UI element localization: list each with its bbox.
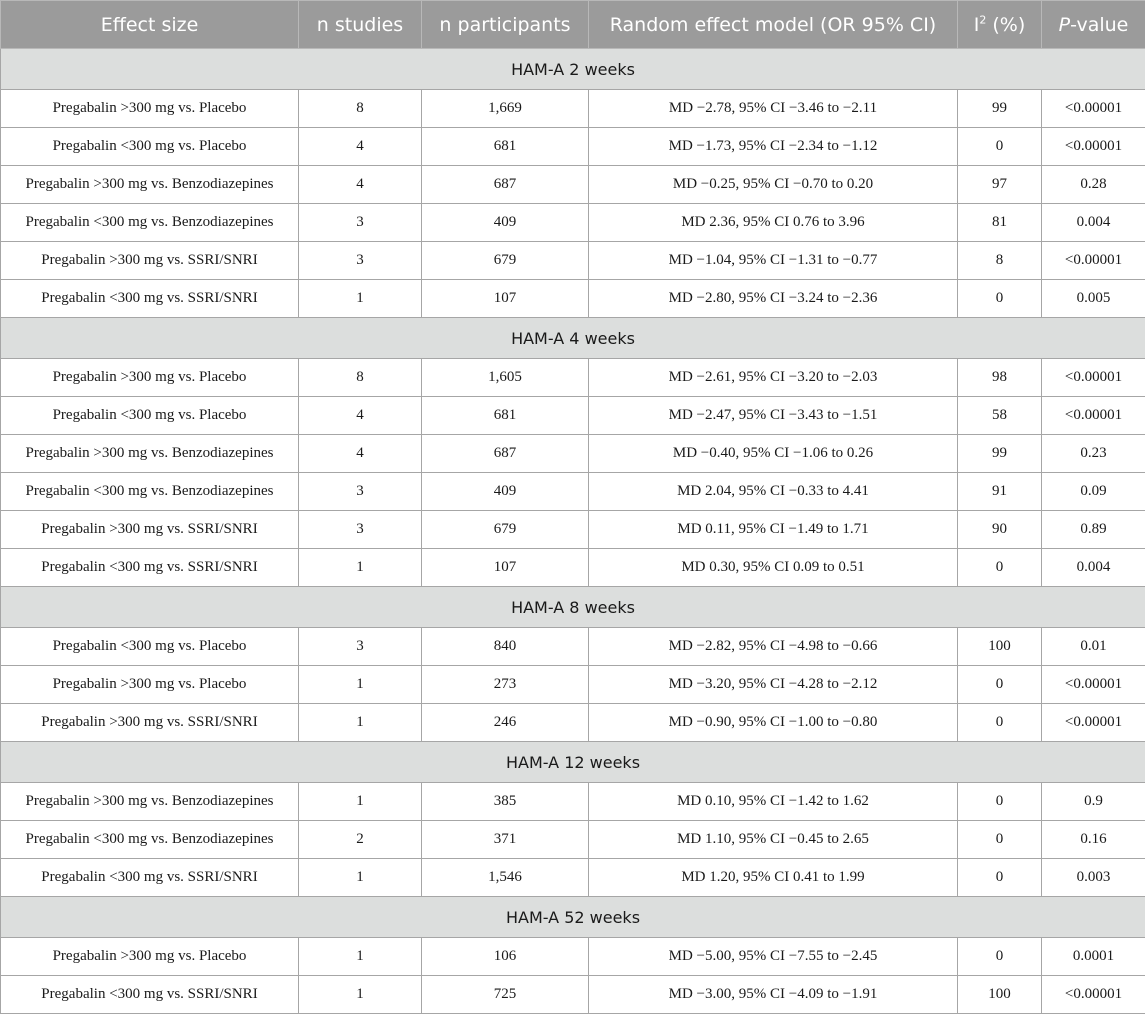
model-cell: MD −2.47, 95% CI −3.43 to −1.51 bbox=[589, 397, 958, 435]
n-studies-cell: 1 bbox=[299, 549, 422, 587]
n-participants-cell: 681 bbox=[422, 128, 589, 166]
header-i2-base: I bbox=[973, 13, 980, 36]
table-row bbox=[1, 359, 1145, 397]
n-participants-cell: 1,669 bbox=[422, 90, 589, 128]
n-participants-cell: 725 bbox=[422, 976, 589, 1014]
model-cell: MD −1.04, 95% CI −1.31 to −0.77 bbox=[589, 242, 958, 280]
n-studies-cell: 8 bbox=[299, 359, 422, 397]
header-i2-sup: 2 bbox=[979, 13, 987, 27]
model-cell: MD −2.61, 95% CI −3.20 to −2.03 bbox=[589, 359, 958, 397]
n-participants-cell: 409 bbox=[422, 204, 589, 242]
effect-size-cell: Pregabalin >300 mg vs. Placebo bbox=[1, 359, 299, 397]
section-row bbox=[1, 49, 1145, 90]
i2-cell: 0 bbox=[958, 128, 1042, 166]
table-row bbox=[1, 166, 1145, 204]
model-cell: MD 1.20, 95% CI 0.41 to 1.99 bbox=[589, 859, 958, 897]
n-participants-cell: 687 bbox=[422, 166, 589, 204]
effect-size-cell: Pregabalin <300 mg vs. SSRI/SNRI bbox=[1, 280, 299, 318]
p-value-cell: 0.0001 bbox=[1042, 938, 1145, 976]
i2-cell: 100 bbox=[958, 976, 1042, 1014]
n-studies-cell: 1 bbox=[299, 704, 422, 742]
header-p-italic: P bbox=[1058, 13, 1071, 36]
effect-size-cell: Pregabalin >300 mg vs. Placebo bbox=[1, 90, 299, 128]
table-row bbox=[1, 666, 1145, 704]
p-value-cell: 0.004 bbox=[1042, 549, 1145, 587]
n-participants-cell: 409 bbox=[422, 473, 589, 511]
p-value-cell: <0.00001 bbox=[1042, 666, 1145, 704]
section-title: HAM-A 12 weeks bbox=[1, 742, 1145, 783]
p-value-cell: <0.00001 bbox=[1042, 90, 1145, 128]
p-value-cell: 0.9 bbox=[1042, 783, 1145, 821]
p-value-cell: 0.09 bbox=[1042, 473, 1145, 511]
model-cell: MD 2.36, 95% CI 0.76 to 3.96 bbox=[589, 204, 958, 242]
p-value-cell: <0.00001 bbox=[1042, 397, 1145, 435]
n-studies-cell: 3 bbox=[299, 473, 422, 511]
header-p-rest: -value bbox=[1070, 13, 1129, 36]
section-title: HAM-A 52 weeks bbox=[1, 897, 1145, 938]
i2-cell: 91 bbox=[958, 473, 1042, 511]
p-value-cell: 0.005 bbox=[1042, 280, 1145, 318]
model-cell: MD 0.30, 95% CI 0.09 to 0.51 bbox=[589, 549, 958, 587]
p-value-cell: 0.003 bbox=[1042, 859, 1145, 897]
p-value-cell: <0.00001 bbox=[1042, 128, 1145, 166]
header-effect-size: Effect size bbox=[1, 1, 299, 49]
n-participants-cell: 840 bbox=[422, 628, 589, 666]
table-row bbox=[1, 783, 1145, 821]
effect-size-cell: Pregabalin >300 mg vs. Placebo bbox=[1, 938, 299, 976]
i2-cell: 0 bbox=[958, 704, 1042, 742]
effect-size-cell: Pregabalin <300 mg vs. Placebo bbox=[1, 628, 299, 666]
model-cell: MD 0.11, 95% CI −1.49 to 1.71 bbox=[589, 511, 958, 549]
effect-size-cell: Pregabalin >300 mg vs. Benzodiazepines bbox=[1, 435, 299, 473]
table-row bbox=[1, 435, 1145, 473]
i2-cell: 98 bbox=[958, 359, 1042, 397]
i2-cell: 99 bbox=[958, 90, 1042, 128]
section-title: HAM-A 8 weeks bbox=[1, 587, 1145, 628]
table-row bbox=[1, 859, 1145, 897]
model-cell: MD −5.00, 95% CI −7.55 to −2.45 bbox=[589, 938, 958, 976]
n-participants-cell: 687 bbox=[422, 435, 589, 473]
effect-size-cell: Pregabalin <300 mg vs. Benzodiazepines bbox=[1, 204, 299, 242]
i2-cell: 0 bbox=[958, 666, 1042, 704]
n-studies-cell: 4 bbox=[299, 397, 422, 435]
table-row bbox=[1, 821, 1145, 859]
header-n-participants: n participants bbox=[422, 1, 589, 49]
table-row bbox=[1, 242, 1145, 280]
header-p-value bbox=[1042, 1, 1145, 49]
model-cell: MD −2.80, 95% CI −3.24 to −2.36 bbox=[589, 280, 958, 318]
table-row bbox=[1, 128, 1145, 166]
model-cell: MD −2.78, 95% CI −3.46 to −2.11 bbox=[589, 90, 958, 128]
i2-cell: 97 bbox=[958, 166, 1042, 204]
n-participants-cell: 246 bbox=[422, 704, 589, 742]
model-cell: MD 2.04, 95% CI −0.33 to 4.41 bbox=[589, 473, 958, 511]
p-value-cell: <0.00001 bbox=[1042, 359, 1145, 397]
table-row bbox=[1, 280, 1145, 318]
n-participants-cell: 106 bbox=[422, 938, 589, 976]
effect-size-cell: Pregabalin <300 mg vs. SSRI/SNRI bbox=[1, 549, 299, 587]
p-value-cell: 0.004 bbox=[1042, 204, 1145, 242]
model-cell: MD −3.20, 95% CI −4.28 to −2.12 bbox=[589, 666, 958, 704]
model-cell: MD −0.25, 95% CI −0.70 to 0.20 bbox=[589, 166, 958, 204]
p-value-cell: 0.23 bbox=[1042, 435, 1145, 473]
table-row bbox=[1, 628, 1145, 666]
n-studies-cell: 8 bbox=[299, 90, 422, 128]
n-studies-cell: 4 bbox=[299, 435, 422, 473]
n-studies-cell: 1 bbox=[299, 783, 422, 821]
i2-cell: 0 bbox=[958, 859, 1042, 897]
n-participants-cell: 679 bbox=[422, 242, 589, 280]
table-row bbox=[1, 976, 1145, 1014]
header-row bbox=[1, 1, 1145, 49]
n-studies-cell: 1 bbox=[299, 938, 422, 976]
i2-cell: 0 bbox=[958, 549, 1042, 587]
model-cell: MD −0.90, 95% CI −1.00 to −0.80 bbox=[589, 704, 958, 742]
header-n-studies: n studies bbox=[299, 1, 422, 49]
n-studies-cell: 4 bbox=[299, 166, 422, 204]
table-row bbox=[1, 938, 1145, 976]
effect-size-cell: Pregabalin >300 mg vs. Benzodiazepines bbox=[1, 783, 299, 821]
table-row bbox=[1, 473, 1145, 511]
section-row bbox=[1, 587, 1145, 628]
i2-cell: 0 bbox=[958, 280, 1042, 318]
i2-cell: 81 bbox=[958, 204, 1042, 242]
effect-size-cell: Pregabalin <300 mg vs. SSRI/SNRI bbox=[1, 859, 299, 897]
i2-cell: 99 bbox=[958, 435, 1042, 473]
section-title: HAM-A 2 weeks bbox=[1, 49, 1145, 90]
model-cell: MD −0.40, 95% CI −1.06 to 0.26 bbox=[589, 435, 958, 473]
header-i2-rest: (%) bbox=[986, 13, 1026, 36]
p-value-cell: <0.00001 bbox=[1042, 976, 1145, 1014]
section-row bbox=[1, 742, 1145, 783]
effect-size-cell: Pregabalin <300 mg vs. Benzodiazepines bbox=[1, 473, 299, 511]
n-participants-cell: 273 bbox=[422, 666, 589, 704]
n-studies-cell: 1 bbox=[299, 859, 422, 897]
table-row bbox=[1, 549, 1145, 587]
table-row bbox=[1, 704, 1145, 742]
n-studies-cell: 3 bbox=[299, 204, 422, 242]
section-title: HAM-A 4 weeks bbox=[1, 318, 1145, 359]
model-cell: MD −1.73, 95% CI −2.34 to −1.12 bbox=[589, 128, 958, 166]
n-participants-cell: 371 bbox=[422, 821, 589, 859]
n-studies-cell: 1 bbox=[299, 976, 422, 1014]
n-participants-cell: 107 bbox=[422, 549, 589, 587]
n-participants-cell: 1,546 bbox=[422, 859, 589, 897]
model-cell: MD 1.10, 95% CI −0.45 to 2.65 bbox=[589, 821, 958, 859]
effect-size-cell: Pregabalin <300 mg vs. Placebo bbox=[1, 397, 299, 435]
effect-size-cell: Pregabalin <300 mg vs. Placebo bbox=[1, 128, 299, 166]
header-i2 bbox=[958, 1, 1042, 49]
model-cell: MD −2.82, 95% CI −4.98 to −0.66 bbox=[589, 628, 958, 666]
i2-cell: 0 bbox=[958, 783, 1042, 821]
effect-size-cell: Pregabalin <300 mg vs. Benzodiazepines bbox=[1, 821, 299, 859]
effect-size-cell: Pregabalin <300 mg vs. SSRI/SNRI bbox=[1, 976, 299, 1014]
n-participants-cell: 107 bbox=[422, 280, 589, 318]
effect-size-cell: Pregabalin >300 mg vs. SSRI/SNRI bbox=[1, 704, 299, 742]
effect-size-cell: Pregabalin >300 mg vs. Benzodiazepines bbox=[1, 166, 299, 204]
section-row bbox=[1, 318, 1145, 359]
p-value-cell: 0.01 bbox=[1042, 628, 1145, 666]
header-model: Random effect model (OR 95% CI) bbox=[589, 1, 958, 49]
i2-cell: 58 bbox=[958, 397, 1042, 435]
p-value-cell: <0.00001 bbox=[1042, 704, 1145, 742]
n-participants-cell: 679 bbox=[422, 511, 589, 549]
n-participants-cell: 1,605 bbox=[422, 359, 589, 397]
p-value-cell: 0.89 bbox=[1042, 511, 1145, 549]
n-studies-cell: 1 bbox=[299, 666, 422, 704]
n-studies-cell: 4 bbox=[299, 128, 422, 166]
effect-size-cell: Pregabalin >300 mg vs. SSRI/SNRI bbox=[1, 511, 299, 549]
n-studies-cell: 1 bbox=[299, 280, 422, 318]
n-participants-cell: 385 bbox=[422, 783, 589, 821]
effect-size-cell: Pregabalin >300 mg vs. SSRI/SNRI bbox=[1, 242, 299, 280]
section-row bbox=[1, 897, 1145, 938]
n-participants-cell: 681 bbox=[422, 397, 589, 435]
p-value-cell: <0.00001 bbox=[1042, 242, 1145, 280]
n-studies-cell: 2 bbox=[299, 821, 422, 859]
table-row bbox=[1, 204, 1145, 242]
effect-size-cell: Pregabalin >300 mg vs. Placebo bbox=[1, 666, 299, 704]
i2-cell: 90 bbox=[958, 511, 1042, 549]
table-row bbox=[1, 90, 1145, 128]
i2-cell: 0 bbox=[958, 938, 1042, 976]
table-row bbox=[1, 397, 1145, 435]
n-studies-cell: 3 bbox=[299, 628, 422, 666]
table-row bbox=[1, 511, 1145, 549]
table-header bbox=[1, 1, 1145, 49]
n-studies-cell: 3 bbox=[299, 242, 422, 280]
model-cell: MD 0.10, 95% CI −1.42 to 1.62 bbox=[589, 783, 958, 821]
i2-cell: 100 bbox=[958, 628, 1042, 666]
i2-cell: 8 bbox=[958, 242, 1042, 280]
p-value-cell: 0.28 bbox=[1042, 166, 1145, 204]
n-studies-cell: 3 bbox=[299, 511, 422, 549]
model-cell: MD −3.00, 95% CI −4.09 to −1.91 bbox=[589, 976, 958, 1014]
p-value-cell: 0.16 bbox=[1042, 821, 1145, 859]
i2-cell: 0 bbox=[958, 821, 1042, 859]
table-body bbox=[1, 49, 1145, 1014]
